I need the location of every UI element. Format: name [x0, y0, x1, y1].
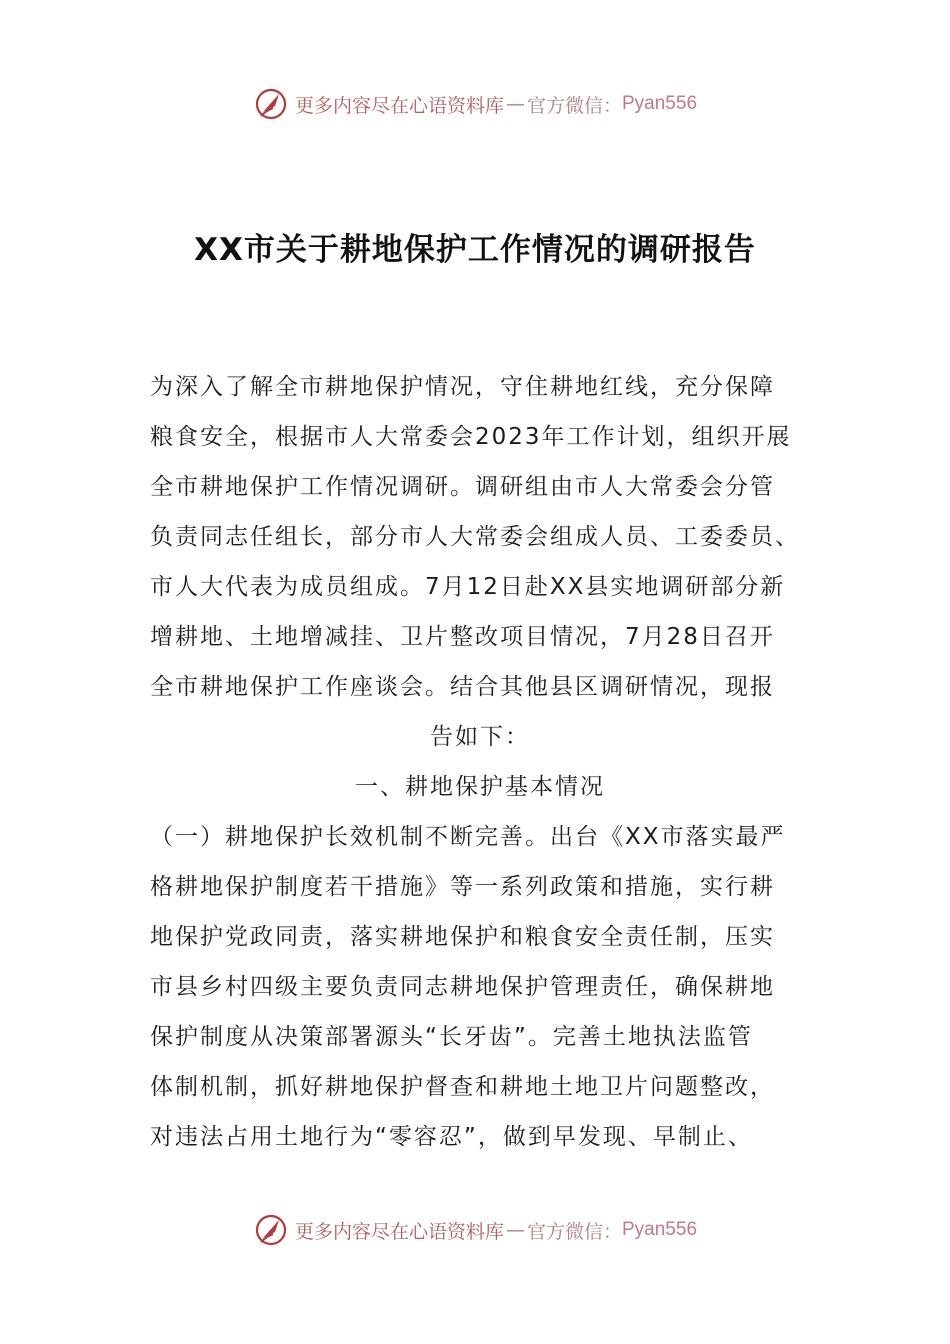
document-title: XX市关于耕地保护工作情况的调研报告 [194, 232, 756, 268]
header-banner [0, 84, 950, 124]
section-heading: 一、耕地保护基本情况 [355, 774, 605, 800]
banner-wechat-id: Pyan556 [622, 93, 698, 114]
footer-banner [0, 1210, 950, 1250]
body-line: 市县乡村四级主要负责同志耕地保护管理责任，确保耕地 [150, 974, 775, 1000]
quill-logo-icon [253, 1212, 289, 1248]
banner-wechat-id: Pyan556 [622, 1219, 698, 1240]
banner-slogan: 更多内容尽在心语资料库 [294, 1220, 504, 1243]
body-line: 告如下： [430, 724, 530, 750]
document-body [150, 362, 810, 1162]
banner-wechat-label: 官方微信： [526, 94, 622, 117]
body-line: 地保护党政同责，落实耕地保护和粮食安全责任制，压实 [150, 924, 775, 950]
body-line: 为深入了解全市耕地保护情况，守住耕地红线，充分保障 [150, 374, 775, 400]
body-line: 体制机制，抓好耕地保护督查和耕地土地卫片问题整改， [150, 1074, 775, 1100]
body-line: 保护制度从决策部署源头“长牙齿”。完善土地执法监管 [150, 1024, 753, 1050]
banner-dash: — [505, 1219, 525, 1241]
banner-dash: — [505, 93, 525, 115]
body-line: （一）耕地保护长效机制不断完善。出台《XX市落实最严 [150, 824, 786, 850]
body-line: 全市耕地保护工作座谈会。结合其他县区调研情况，现报 [150, 674, 775, 700]
body-line: 负责同志任组长，部分市人大常委会组成人员、工委委员、 [150, 524, 800, 550]
banner-wechat-label: 官方微信： [526, 1220, 622, 1243]
body-line: 全市耕地保护工作情况调研。调研组由市人大常委会分管 [150, 474, 775, 500]
body-line: 市人大代表为成员组成。7月12日赴XX县实地调研部分新 [150, 574, 786, 600]
banner-slogan: 更多内容尽在心语资料库 [294, 94, 504, 117]
body-line: 增耕地、土地增减挂、卫片整改项目情况，7月28日召开 [150, 624, 775, 650]
body-line: 格耕地保护制度若干措施》等一系列政策和措施，实行耕 [150, 874, 775, 900]
quill-logo-icon [253, 86, 289, 122]
body-line: 对违法占用土地行为“零容忍”，做到早发现、早制止、 [150, 1124, 753, 1150]
body-line: 粮食安全，根据市人大常委会2023年工作计划，组织开展 [150, 424, 792, 450]
